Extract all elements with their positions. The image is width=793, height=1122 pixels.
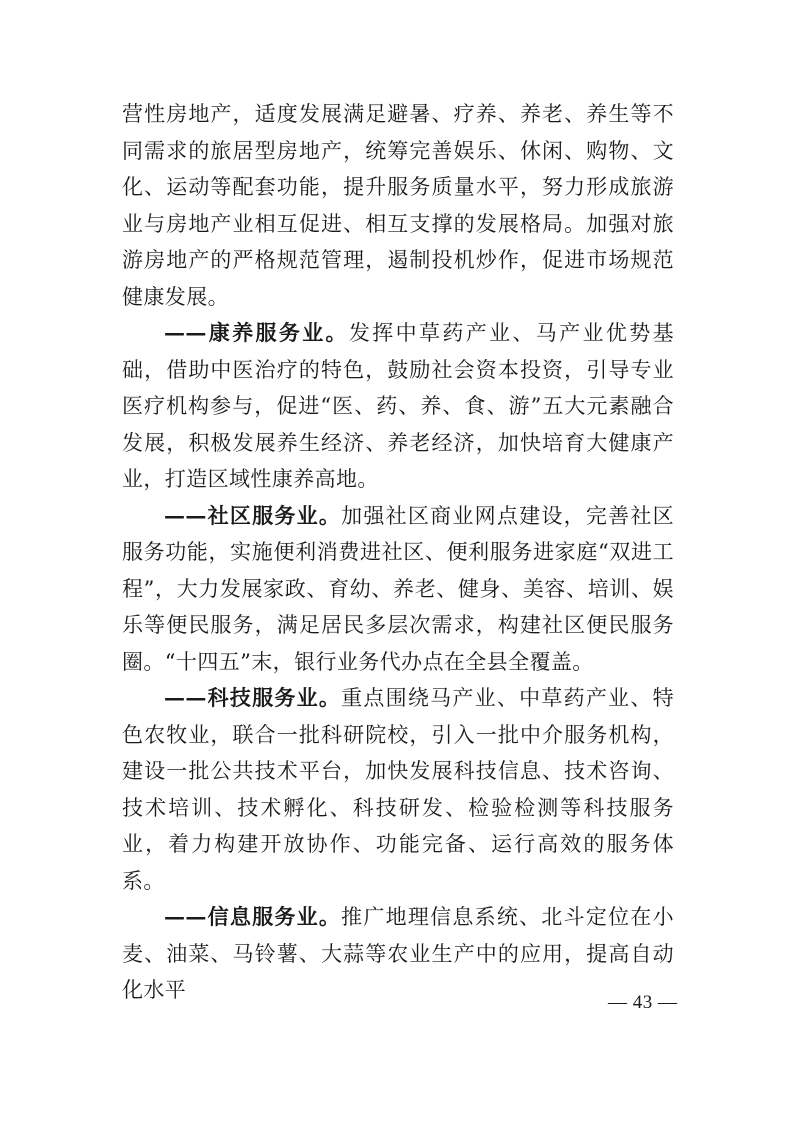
document-body [122, 96, 674, 1009]
paragraph-text: 营性房地产，适度发展满足避暑、疗养、养老、养生等不同需求的旅居型房地产，统筹完善娱乐、休闲、购物、文化、运动等配套功能，提升服务质量水平，努力形成旅游业与房地产业相互促进、相互支撑的发展格局。加强对旅游房地产的严格规范管理，遏制投机炒作，促进市场规范健康发展。 [122, 102, 674, 309]
section-heading-information: ——信息服务业。 [164, 904, 342, 929]
page-number: — 43 — [608, 992, 678, 1013]
paragraph-community-services [122, 498, 674, 681]
paragraph-text: 发挥中草药产业、马产业优势基础，借助中医治疗的特色，鼓励社会资本投资，引导专业医疗机构参与，促进“医、药、养、食、游”五大元素融合发展，积极发展养生经济、养老经济，加快培育大健康产业，打造区域性康养高地。 [122, 321, 674, 491]
section-heading-health-care: ——康养服务业。 [164, 320, 349, 345]
paragraph-text: 推广地理信息系统、北斗定位在小麦、油菜、马铃薯、大蒜等农业生产中的应用，提高自动化水平 [122, 905, 675, 1002]
paragraph-real-estate [122, 96, 674, 315]
paragraph-text: 加强社区商业网点建设，完善社区服务功能，实施便利消费进社区、便利服务进家庭“双进工程”，大力发展家政、育幼、养老、健身、美容、培训、娱乐等便民服务，满足居民多层次需求，构建社区便民服务圈。“十四五”末，银行业务代办点在全县全覆盖。 [122, 503, 675, 674]
paragraph-information-services [122, 899, 674, 1009]
paragraph-text: 重点围绕马产业、中草药产业、特色农牧业，联合一批科研院校，引入一批中介服务机构，建设一批公共技术平台，加快发展科技信息、技术咨询、技术培训、技术孵化、科技研发、检验检测等科技服务业，着力构建开放协作、功能完备、运行高效的服务体系。 [122, 686, 675, 893]
paragraph-health-care-services [122, 315, 674, 498]
section-heading-community: ——社区服务业。 [164, 502, 342, 528]
section-heading-technology: ——科技服务业。 [164, 685, 342, 710]
paragraph-technology-services [122, 680, 674, 899]
